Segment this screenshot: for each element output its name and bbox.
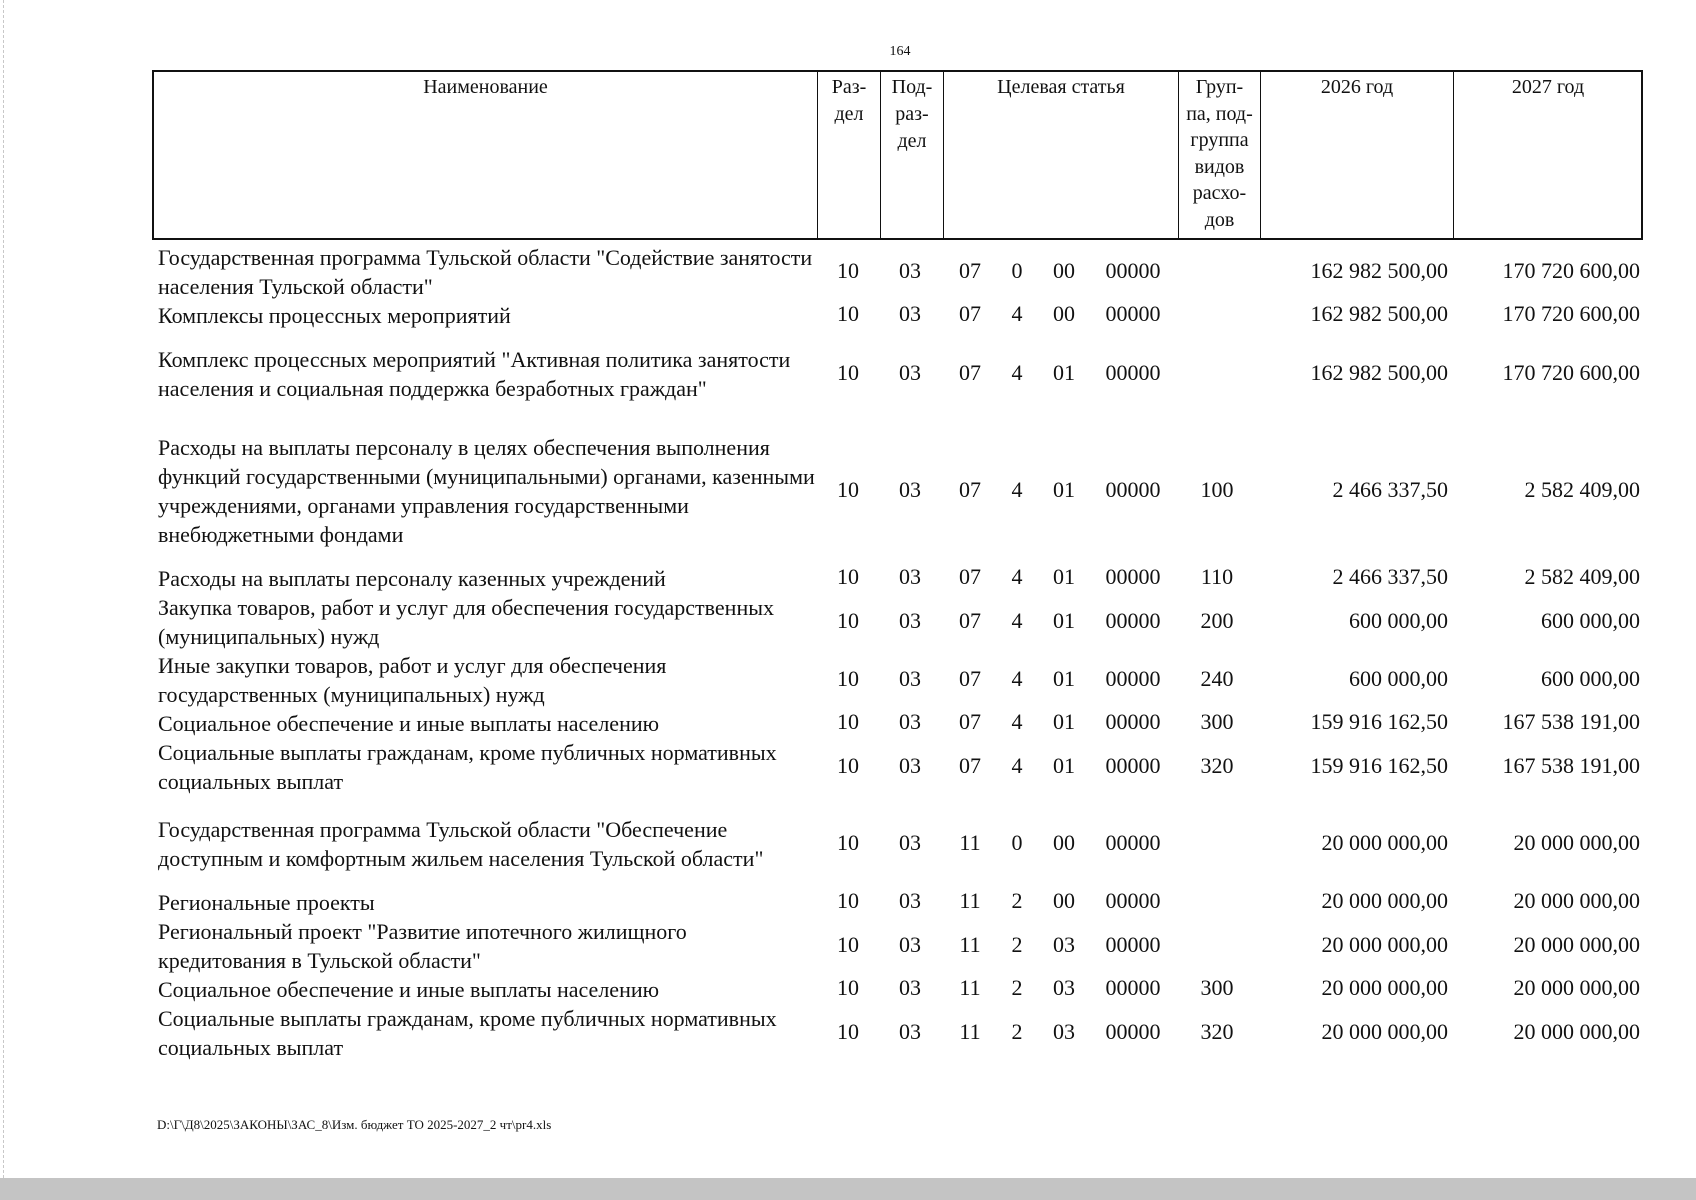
row-2027: 600 000,00 [1541,607,1640,633]
row-2027: 20 000 000,00 [1513,1018,1640,1044]
row-target-1: 07 [959,359,981,385]
row-podrazdel: 03 [899,975,921,1000]
row-target-1: 07 [959,665,981,691]
row-group: 110 [1200,564,1234,589]
row-2027: 2 582 409,00 [1524,476,1640,502]
table-row [0,651,1696,709]
table-row [0,593,1696,651]
row-razdel: 10 [837,709,859,734]
row-group: 300 [1200,975,1234,1000]
row-group: 320 [1200,752,1234,778]
row-podrazdel: 03 [899,665,921,691]
row-razdel: 10 [837,975,859,1000]
row-2027: 170 720 600,00 [1502,257,1640,283]
row-target-2: 2 [1011,888,1023,913]
row-target-4: 00000 [1105,752,1161,778]
row-razdel: 10 [837,359,859,385]
row-2027: 170 720 600,00 [1502,301,1640,326]
row-podrazdel: 03 [899,257,921,283]
row-target-4: 00000 [1105,829,1161,855]
row-target-3: 03 [1053,1018,1075,1044]
row-target-3: 00 [1053,257,1075,283]
row-target-3: 03 [1053,931,1075,957]
row-target-2: 4 [1011,476,1023,502]
row-name: Социальное обеспечение и иные выплаты населению [158,977,660,1002]
row-razdel: 10 [837,931,859,957]
page-number: 164 [889,44,911,59]
row-2026: 20 000 000,00 [1321,1018,1448,1044]
row-podrazdel: 03 [899,888,921,913]
row-name: Комплекс процессных мероприятий "Активная политика занятости населения и социальная поддержка безработных граждан" [158,347,791,401]
header-podrazdel: Под- раз- дел [881,72,944,238]
row-target-3: 03 [1053,975,1075,1000]
row-name: Региональный проект "Развитие ипотечного жилищного кредитования в Тульской области" [158,919,687,973]
row-target-4: 00000 [1105,564,1161,589]
row-2026: 2 466 337,50 [1332,476,1448,502]
header-group: Груп- па, под- группа видов расхо- дов [1179,72,1261,238]
row-name: Государственная программа Тульской области "Обеспечение доступным и комфортным жильем населения Тульской области" [158,817,764,871]
row-name: Государственная программа Тульской области "Содействие занятости населения Тульской области" [158,245,813,299]
row-name: Расходы на выплаты персоналу казенных учреждений [158,566,666,591]
header-year-2027: 2027 год [1511,76,1585,98]
row-target-1: 11 [959,975,981,1000]
row-target-3: 01 [1053,709,1075,734]
row-target-2: 4 [1011,752,1023,778]
row-target-2: 4 [1011,301,1023,326]
row-target-3: 01 [1053,476,1075,502]
row-target-2: 0 [1011,257,1023,283]
row-2026: 162 982 500,00 [1310,359,1448,385]
row-2026: 162 982 500,00 [1310,257,1448,283]
row-target-2: 4 [1011,564,1023,589]
row-podrazdel: 03 [899,359,921,385]
row-razdel: 10 [837,257,859,283]
row-razdel: 10 [837,829,859,855]
row-target-2: 2 [1011,975,1023,1000]
row-target-2: 4 [1011,709,1023,734]
bottom-strip [0,1178,1696,1200]
row-target-4: 00000 [1105,257,1161,283]
row-2026: 159 916 162,50 [1310,752,1448,778]
row-target-4: 00000 [1105,1018,1161,1044]
row-2026: 600 000,00 [1349,607,1448,633]
row-target-2: 4 [1011,359,1023,385]
table-row [0,888,1696,917]
table-row [0,564,1696,593]
row-razdel: 10 [837,1018,859,1044]
row-target-3: 00 [1053,888,1075,913]
row-target-1: 11 [959,931,981,957]
row-2026: 2 466 337,50 [1332,564,1448,589]
row-target-1: 07 [959,257,981,283]
row-name: Социальные выплаты гражданам, кроме публичных нормативных социальных выплат [158,740,777,794]
table-row [0,709,1696,738]
row-target-1: 07 [959,752,981,778]
table-row [0,1004,1696,1062]
row-podrazdel: 03 [899,709,921,734]
row-target-1: 07 [959,301,981,326]
row-target-3: 00 [1053,829,1075,855]
row-target-3: 01 [1053,564,1075,589]
row-razdel: 10 [837,476,859,502]
row-razdel: 10 [837,665,859,691]
row-2027: 20 000 000,00 [1513,829,1640,855]
row-target-1: 11 [959,888,981,913]
row-name: Расходы на выплаты персоналу в целях обеспечения выполнения функций государственными (муниципальными) органами, казенными учреждениями, органами управления государственными внебюджетными фондами [158,435,815,547]
row-podrazdel: 03 [899,607,921,633]
row-target-4: 00000 [1105,359,1161,385]
row-2027: 20 000 000,00 [1513,975,1640,1000]
row-2026: 20 000 000,00 [1321,829,1448,855]
row-name: Комплексы процессных мероприятий [158,303,511,328]
row-target-4: 00000 [1105,931,1161,957]
row-group: 300 [1200,709,1234,734]
row-razdel: 10 [837,564,859,589]
row-name: Региональные проекты [158,890,375,915]
row-target-1: 07 [959,476,981,502]
header-razdel: Раз- дел [818,72,881,238]
table-header [152,70,1643,240]
table-row [0,917,1696,975]
row-target-4: 00000 [1105,888,1161,913]
row-2027: 167 538 191,00 [1502,709,1640,734]
row-group: 320 [1200,1018,1234,1044]
row-target-2: 4 [1011,607,1023,633]
row-group: 200 [1200,607,1234,633]
row-target-1: 07 [959,607,981,633]
row-target-3: 01 [1053,607,1075,633]
row-target-2: 2 [1011,931,1023,957]
row-2027: 600 000,00 [1541,665,1640,691]
table-row [0,243,1696,301]
row-razdel: 10 [837,301,859,326]
row-2026: 20 000 000,00 [1321,931,1448,957]
header-target: Целевая статья [944,72,1179,238]
row-group: 240 [1200,665,1234,691]
table-row [0,301,1696,330]
row-2027: 170 720 600,00 [1502,359,1640,385]
row-name: Социальное обеспечение и иные выплаты населению [158,711,660,736]
row-name: Иные закупки товаров, работ и услуг для обеспечения государственных (муниципальных) нужд [158,653,667,707]
row-target-4: 00000 [1105,709,1161,734]
row-razdel: 10 [837,888,859,913]
row-target-3: 01 [1053,359,1075,385]
row-name: Закупка товаров, работ и услуг для обеспечения государственных (муниципальных) нужд [158,595,775,649]
row-2027: 167 538 191,00 [1502,752,1640,778]
row-2027: 20 000 000,00 [1513,888,1640,913]
row-target-3: 01 [1053,752,1075,778]
row-target-4: 00000 [1105,607,1161,633]
table-row [0,738,1696,796]
row-podrazdel: 03 [899,829,921,855]
row-razdel: 10 [837,607,859,633]
header-year-2026: 2026 год [1261,72,1454,238]
row-target-3: 00 [1053,301,1075,326]
row-target-2: 4 [1011,665,1023,691]
row-target-4: 00000 [1105,665,1161,691]
row-podrazdel: 03 [899,564,921,589]
table-row [0,815,1696,873]
file-path: D:\Г\Д8\2025\ЗАКОНЫ\ЗАС_8\Изм. бюджет ТО 2025-2027_2 чт\pr4.xls [157,1117,552,1132]
header-name: Наименование [154,72,818,238]
row-name: Социальные выплаты гражданам, кроме публичных нормативных социальных выплат [158,1006,777,1060]
row-target-4: 00000 [1105,301,1161,326]
table-row [0,330,1696,418]
row-target-2: 0 [1011,829,1023,855]
row-razdel: 10 [837,752,859,778]
row-podrazdel: 03 [899,931,921,957]
row-target-1: 07 [959,709,981,734]
row-2026: 159 916 162,50 [1310,709,1448,734]
table-row [0,432,1696,550]
row-podrazdel: 03 [899,752,921,778]
row-2026: 20 000 000,00 [1321,888,1448,913]
row-2026: 600 000,00 [1349,665,1448,691]
row-target-1: 11 [959,829,981,855]
row-2026: 20 000 000,00 [1321,975,1448,1000]
row-2027: 2 582 409,00 [1524,564,1640,589]
row-podrazdel: 03 [899,476,921,502]
row-target-1: 11 [959,1018,981,1044]
row-2027: 20 000 000,00 [1513,931,1640,957]
row-group: 100 [1200,476,1234,502]
row-target-2: 2 [1011,1018,1023,1044]
table-row [0,975,1696,1004]
row-target-4: 00000 [1105,975,1161,1000]
row-podrazdel: 03 [899,301,921,326]
row-podrazdel: 03 [899,1018,921,1044]
row-target-3: 01 [1053,665,1075,691]
row-target-4: 00000 [1105,476,1161,502]
row-target-1: 07 [959,564,981,589]
row-2026: 162 982 500,00 [1310,301,1448,326]
